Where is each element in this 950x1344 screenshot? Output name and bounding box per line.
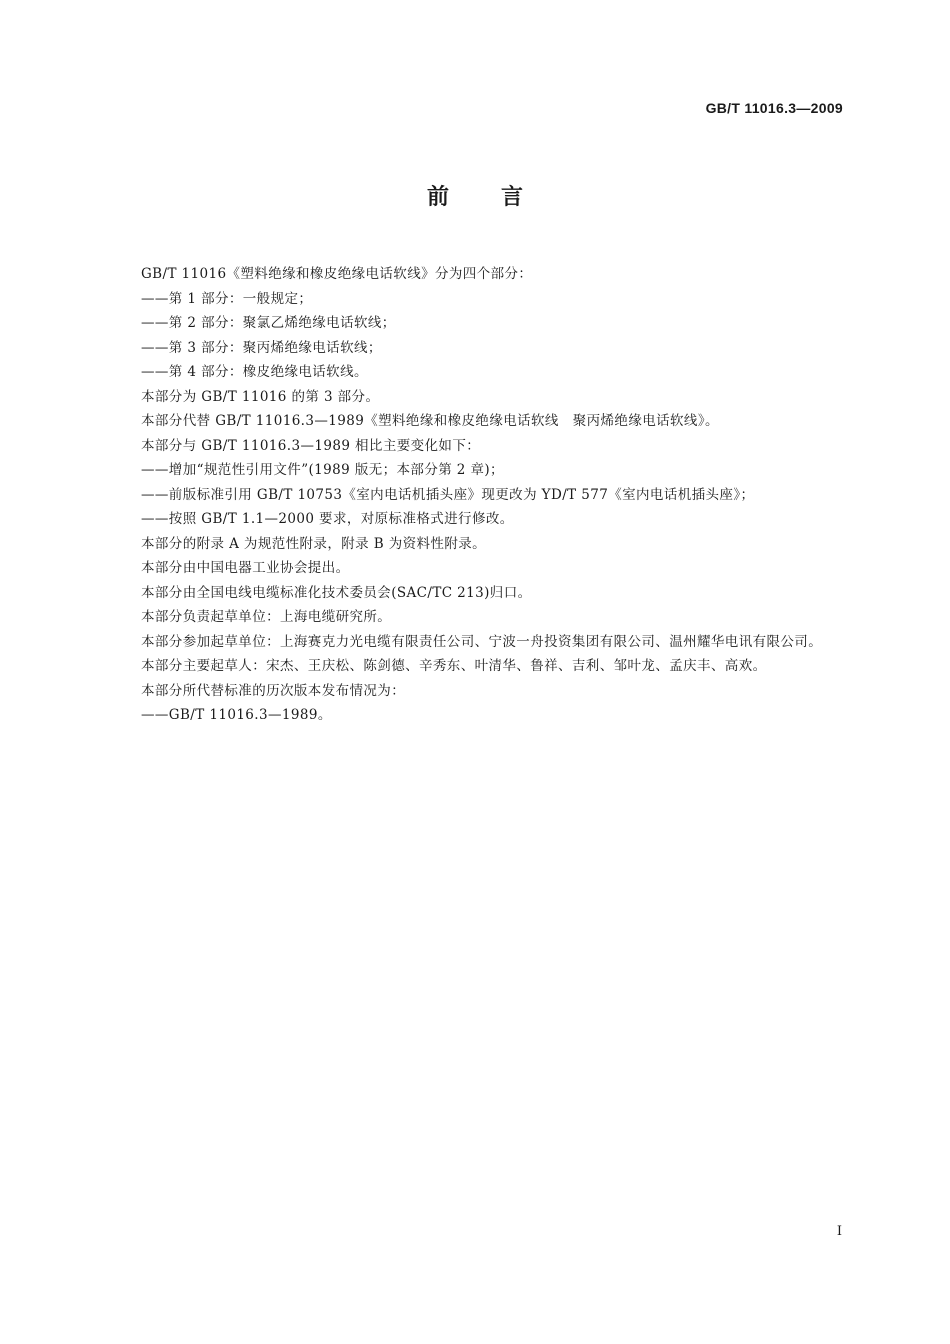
list-item: ——第 4 部分：橡皮绝缘电话软线。 <box>141 364 368 380</box>
paragraph: 本部分的附录 A 为规范性附录，附录 B 为资料性附录。 <box>141 535 487 552</box>
paragraph: 本部分为 GB/T 11016 的第 3 部分。 <box>141 388 380 405</box>
page-number: I <box>836 1224 842 1239</box>
paragraph: 本部分负责起草单位：上海电缆研究所。 <box>141 609 392 625</box>
list-item: ——第 2 部分：聚氯乙烯绝缘电话软线； <box>141 315 396 331</box>
foreword-body <box>108 262 843 728</box>
paragraph: 本部分所代替标准的历次版本发布情况为： <box>141 682 406 699</box>
list-item: ——GB/T 11016.3—1989。 <box>141 707 332 723</box>
paragraph: 本部分与 GB/T 11016.3—1989 相比主要变化如下： <box>141 437 481 454</box>
list-item: ——第 3 部分：聚丙烯绝缘电话软线； <box>141 339 382 356</box>
paragraph: 本部分由全国电线电缆标准化技术委员会(SAC/TC 213)归口。 <box>141 584 532 601</box>
page-title: 前言 <box>426 185 575 210</box>
paragraph: 本部分参加起草单位：上海赛克力光电缆有限责任公司、宁波一舟投资集团有限公司、温州耀华电讯有限公司。 <box>141 633 823 650</box>
list-item: ——前版标准引用 GB/T 10753《室内电话机插头座》现更改为 YD/T 577《室内电话机插头座》； <box>141 486 755 503</box>
paragraph: 本部分主要起草人：宋杰、王庆松、陈剑德、辛秀东、叶清华、鲁祥、吉利、邹叶龙、孟庆丰、高欢。 <box>141 658 767 674</box>
paragraph: 本部分由中国电器工业协会提出。 <box>141 560 350 576</box>
list-item: ——增加“规范性引用文件”(1989 版无；本部分第 2 章)； <box>141 462 504 478</box>
standard-number: GB/T 11016.3—2009 <box>705 100 843 116</box>
paragraph: 本部分代替 GB/T 11016.3—1989《塑料绝缘和橡皮绝缘电话软线 聚丙烯绝缘电话软线》。 <box>141 413 719 429</box>
list-item: ——按照 GB/T 1.1—2000 要求，对原标准格式进行修改。 <box>141 511 514 527</box>
list-item: ——第 1 部分：一般规定； <box>141 290 313 307</box>
paragraph: GB/T 11016《塑料绝缘和橡皮绝缘电话软线》分为四个部分： <box>141 266 533 282</box>
